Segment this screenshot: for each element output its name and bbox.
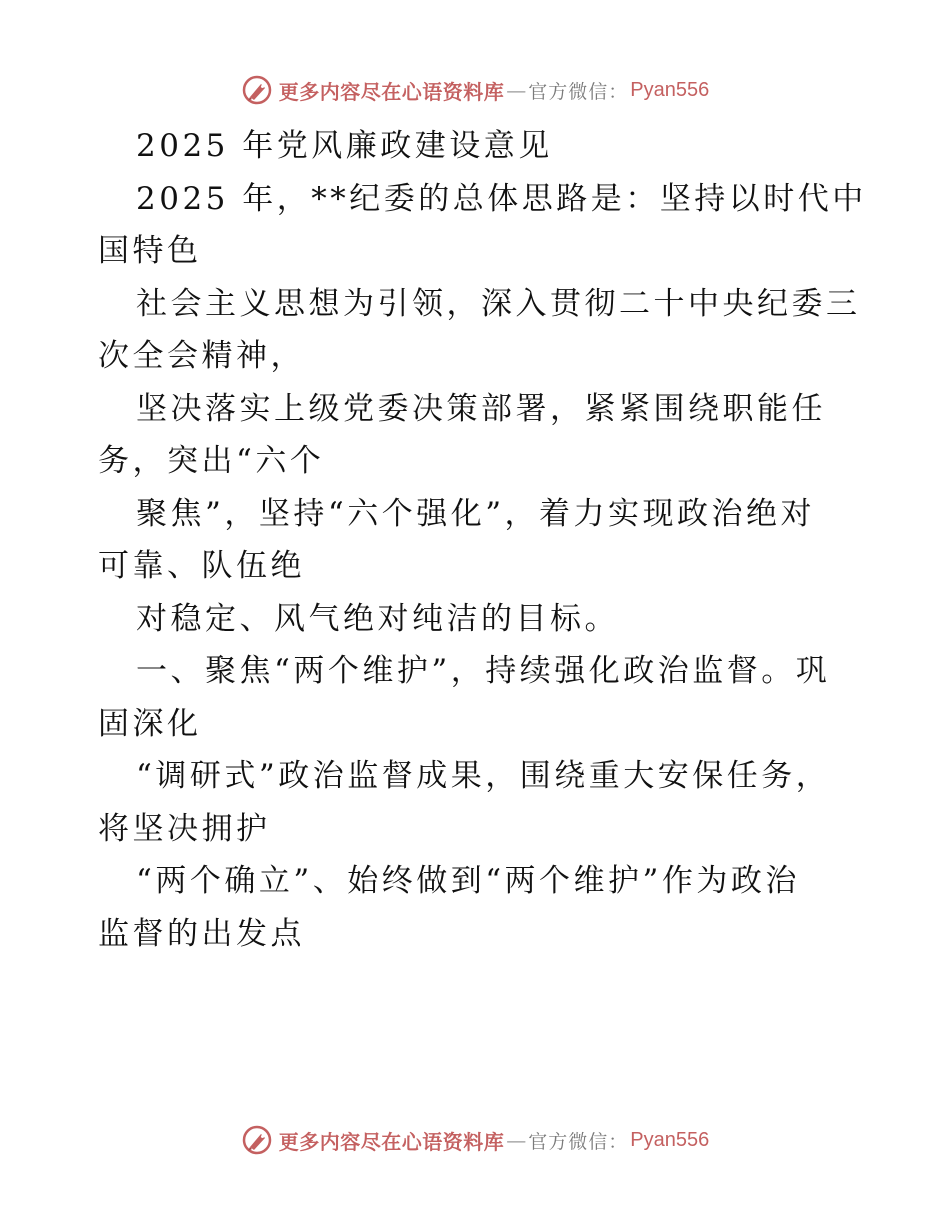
document-line: 对稳定、风气绝对纯洁的目标。 xyxy=(136,600,619,637)
document-line: 聚焦”，坚持“六个强化”，着力实现政治绝对 xyxy=(136,495,816,532)
banner-wechat-id: Pyan556 xyxy=(630,78,710,101)
header-banner xyxy=(0,70,950,110)
document-body xyxy=(98,120,867,960)
banner-dash: — xyxy=(506,1128,527,1152)
document-line: 次全会精神， xyxy=(98,338,305,374)
banner-label: 官方微信： xyxy=(528,1130,629,1153)
document-line: 2025 年，**纪委的总体思路是：坚持以时代中 xyxy=(136,180,867,217)
banner-title: 更多内容尽在心语资料库 xyxy=(278,1129,505,1154)
banner-label: 官方微信： xyxy=(528,80,629,103)
section-heading-line: 一、聚焦“两个维护”，持续强化政治监督。巩 xyxy=(136,653,831,689)
banner-title: 更多内容尽在心语资料库 xyxy=(278,79,505,104)
document-line: 可靠、队伍绝 xyxy=(98,548,305,584)
document-line: 务，突出“六个 xyxy=(98,443,325,479)
footer-banner xyxy=(0,1120,950,1160)
document-line: “调研式”政治监督成果，围绕重大安保任务， xyxy=(136,758,831,794)
document-line: 固深化 xyxy=(98,705,202,742)
banner-dash: — xyxy=(506,78,527,102)
banner-wechat-id: Pyan556 xyxy=(630,1128,710,1151)
document-title: 2025 年党风廉政建设意见 xyxy=(136,128,553,164)
document-line: 将坚决拥护 xyxy=(98,810,271,847)
document-line: 监督的出发点 xyxy=(98,915,305,952)
document-line: 国特色 xyxy=(98,233,202,269)
red-pen-nib-logo-icon xyxy=(241,74,273,106)
document-line: “两个确立”、始终做到“两个维护”作为政治 xyxy=(136,863,800,899)
document-line: 坚决落实上级党委决策部署，紧紧围绕职能任 xyxy=(136,390,826,427)
red-pen-nib-logo-icon xyxy=(241,1124,273,1156)
document-line: 社会主义思想为引领，深入贯彻二十中央纪委三 xyxy=(136,285,861,322)
